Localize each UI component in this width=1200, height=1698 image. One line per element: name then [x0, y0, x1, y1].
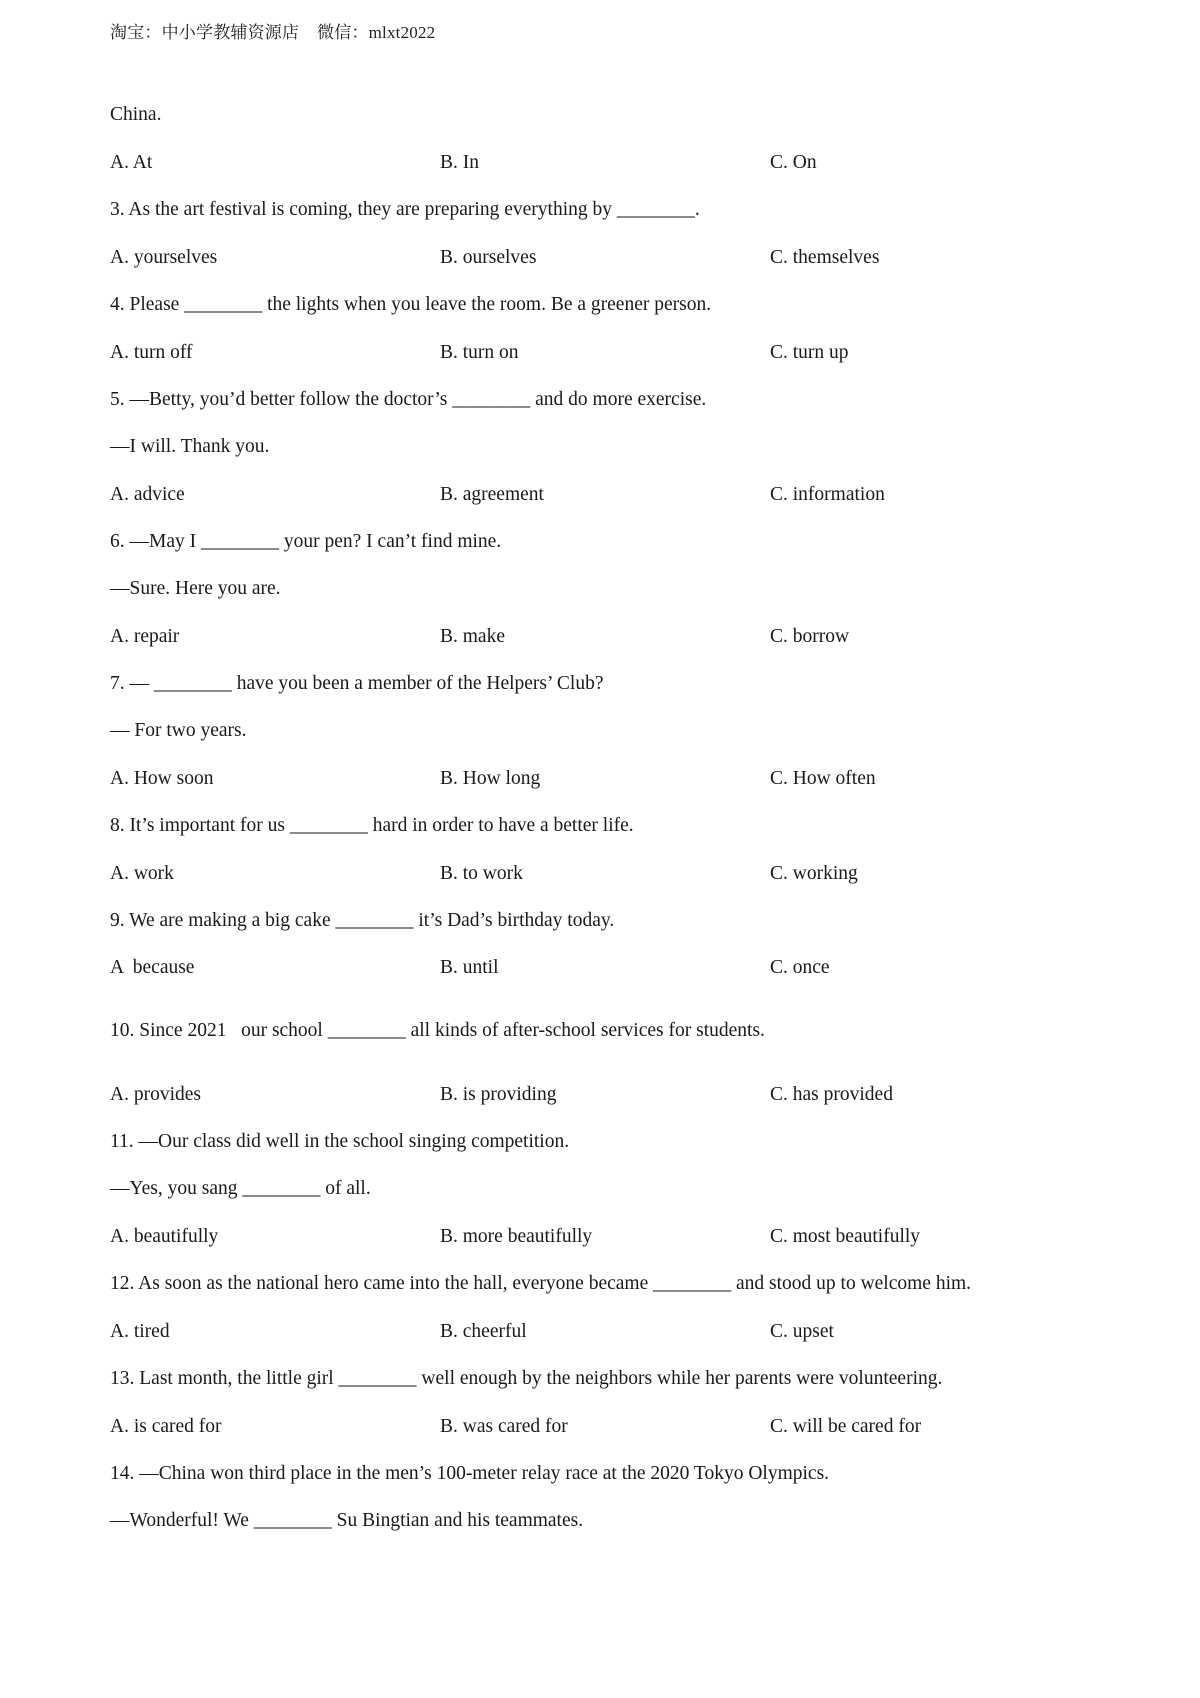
- option-c: C. most beautifully: [770, 1226, 921, 1247]
- option-a: A. work: [110, 863, 174, 884]
- option-a: A. provides: [110, 1084, 201, 1105]
- question-text: 5. —Betty, you’d better follow the doctor’s ________ and do more exercise.: [110, 389, 707, 410]
- question-text: 9. We are making a big cake ________ it’s Dad’s birthday today.: [110, 910, 615, 931]
- question-text: —Wonderful! We ________ Su Bingtian and his teammates.: [110, 1510, 584, 1531]
- option-c: C. turn up: [770, 342, 849, 363]
- option-c: C. upset: [770, 1321, 834, 1342]
- option-b: B. turn on: [440, 342, 519, 363]
- question-text: —Sure. Here you are.: [110, 578, 281, 599]
- question-text: 8. It’s important for us ________ hard in order to have a better life.: [110, 815, 634, 836]
- question-text: 7. — ________ have you been a member of the Helpers’ Club?: [110, 673, 604, 694]
- option-b: B. ourselves: [440, 247, 537, 268]
- question-text: 11. —Our class did well in the school singing competition.: [110, 1131, 570, 1152]
- option-c: C. information: [770, 484, 885, 505]
- question-text: 6. —May I ________ your pen? I can’t find mine.: [110, 531, 502, 552]
- question-text: 14. —China won third place in the men’s 100-meter relay race at the 2020 Tokyo Olympics.: [110, 1463, 830, 1484]
- option-c: C. themselves: [770, 247, 880, 268]
- option-b: B. more beautifully: [440, 1226, 593, 1247]
- question-text: 3. As the art festival is coming, they are preparing everything by ________.: [110, 199, 700, 220]
- question-text: 12. As soon as the national hero came into the hall, everyone became ________ and stood up to welcome him.: [110, 1273, 972, 1294]
- option-a: A. tired: [110, 1321, 170, 1342]
- option-b: B. How long: [440, 768, 541, 789]
- option-b: B. agreement: [440, 484, 544, 505]
- option-b: B. is providing: [440, 1084, 557, 1105]
- question-text: 4. Please ________ the lights when you leave the room. Be a greener person.: [110, 294, 712, 315]
- option-b: B. was cared for: [440, 1416, 568, 1437]
- option-b: B. In: [440, 152, 479, 173]
- option-a: A. How soon: [110, 768, 214, 789]
- question-text: — For two years.: [110, 720, 247, 741]
- option-b: B. cheerful: [440, 1321, 527, 1342]
- option-a: A. advice: [110, 484, 185, 505]
- question-text: 10. Since 2021 our school ________ all kinds of after-school services for students.: [110, 1020, 765, 1041]
- option-a: A. repair: [110, 626, 180, 647]
- option-a: A. At: [110, 152, 153, 173]
- option-b: B. make: [440, 626, 505, 647]
- option-c: C. borrow: [770, 626, 850, 647]
- question-text: China.: [110, 104, 162, 125]
- option-a: A. turn off: [110, 342, 193, 363]
- option-a: A because: [110, 957, 195, 978]
- option-a: A. is cared for: [110, 1416, 222, 1437]
- option-c: C. has provided: [770, 1084, 893, 1105]
- question-text: —Yes, you sang ________ of all.: [110, 1178, 371, 1199]
- option-b: B. to work: [440, 863, 523, 884]
- page-header: 淘宝：中小学教辅资源店 微信：mlxt2022: [110, 23, 436, 42]
- option-a: A. beautifully: [110, 1226, 219, 1247]
- question-text: —I will. Thank you.: [110, 436, 270, 457]
- option-c: C. once: [770, 957, 830, 978]
- option-c: C. will be cared for: [770, 1416, 922, 1437]
- option-c: C. On: [770, 152, 817, 173]
- option-a: A. yourselves: [110, 247, 218, 268]
- option-c: C. working: [770, 863, 858, 884]
- option-b: B. until: [440, 957, 499, 978]
- option-c: C. How often: [770, 768, 876, 789]
- question-text: 13. Last month, the little girl ________ well enough by the neighbors while her parents were volunteering.: [110, 1368, 943, 1389]
